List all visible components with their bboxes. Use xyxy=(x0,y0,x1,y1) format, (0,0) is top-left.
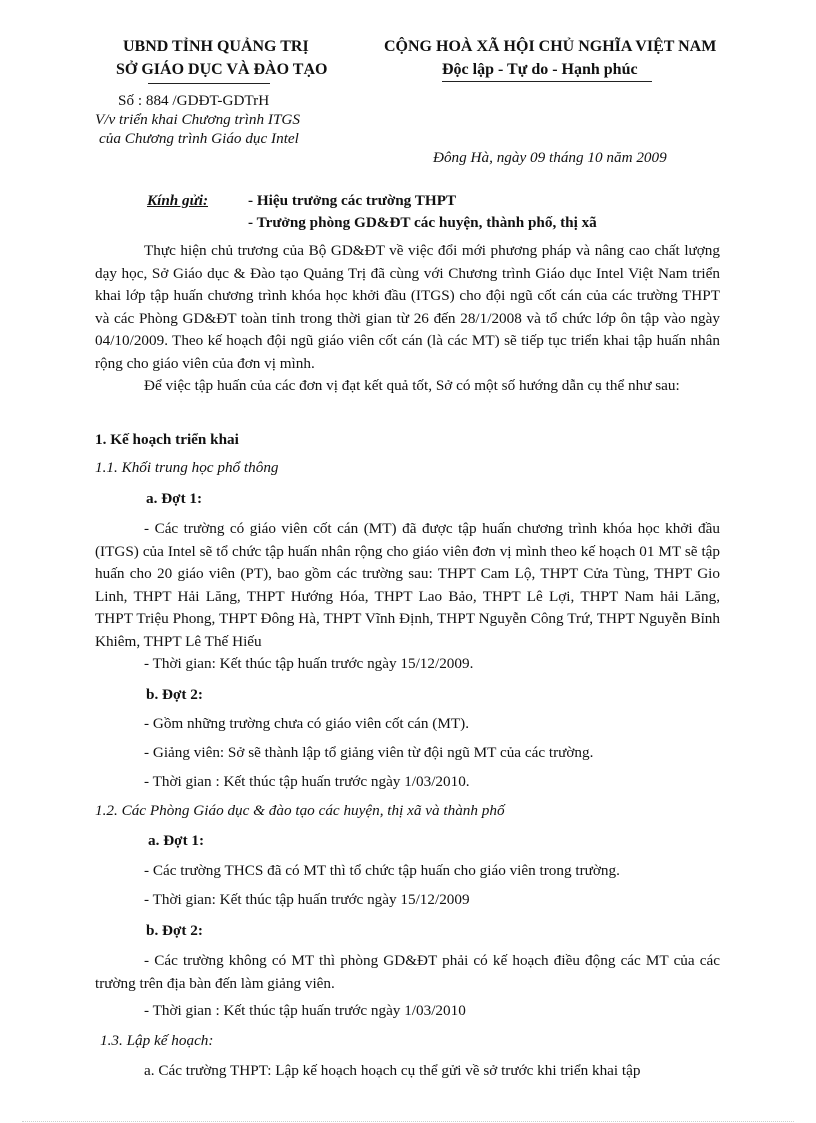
agency-underline xyxy=(148,83,270,84)
document-number: Số : 884 /GDĐT-GDTrH xyxy=(118,92,270,109)
s12-phase-1-time: - Thời gian: Kết thúc tập huấn trước ngày 15/12/2009 xyxy=(144,891,470,908)
s13-item-a: a. Các trường THPT: Lập kế hoạch hoạch cụ thể gửi về sở trước khi triển khai tập xyxy=(144,1062,641,1079)
section-1-title: 1. Kế hoạch triển khai xyxy=(95,431,239,448)
intro-paragraph-2 xyxy=(95,375,720,398)
section-1-1-title: 1.1. Khối trung học phổ thông xyxy=(95,459,279,476)
section-1-2-title: 1.2. Các Phòng Giáo dục & đào tạo các huyện, thị xã và thành phố xyxy=(95,802,505,819)
s12-phase-2-time: - Thời gian : Kết thúc tập huấn trước ngày 1/03/2010 xyxy=(144,1002,466,1019)
s11-phase-2-item-2: - Giảng viên: Sở sẽ thành lập tổ giảng viên từ đội ngũ MT của các trường. xyxy=(144,744,594,761)
s11-phase-2-title: b. Đợt 2: xyxy=(146,686,203,703)
s11-phase-1-text: - Các trường có giáo viên cốt cán (MT) đã được tập huấn chương trình khóa học khởi đầu (ITGS) của Intel sẽ tổ chức tập huấn nhân rộng cho giáo viên đơn vị mình theo kế hoạch 01 MT sẽ tập huấn cho 20 giáo viên (PT), bao gồm các trường sau: THPT Cam Lộ, THPT Cửa Tùng, THPT Gio Linh, THPT Hải Lăng, THPT Hướng Hóa, THPT Lao Bảo, THPT Lê Lợi, THPT Nam hải Lăng, THPT Triệu Phong, THPT Đông Hà, THPT Vĩnh Định, THPT Nguyễn Công Trứ, THPT Nguyễn Bỉnh Khiêm, THPT Lê Thế Hiếu xyxy=(95,520,720,650)
motto-underline xyxy=(442,81,652,82)
intro-paragraph-2-text: Để việc tập huấn của các đơn vị đạt kết quả tốt, Sở có một số hướng dẫn cụ thể như sau: xyxy=(144,377,680,394)
s12-phase-2-paragraph xyxy=(95,950,720,995)
agency-name-department: SỞ GIÁO DỤC VÀ ĐÀO TẠO xyxy=(116,61,328,78)
s12-phase-1-title: a. Đợt 1: xyxy=(148,832,205,849)
s11-phase-2-time: - Thời gian : Kết thúc tập huấn trước ngày 1/03/2010. xyxy=(144,773,470,790)
intro-paragraph-1-text: Thực hiện chủ trương của Bộ GD&ĐT về việc đổi mới phương pháp và nâng cao chất lượng dạy học, Sở Giáo dục & Đào tạo Quảng Trị đã cùng với Chương trình Giáo dục Intel Việt Nam triển khai lớp tập huấn chương trình khóa học khởi đầu (ITGS) cho đội ngũ cốt cán của các trường THPT và các Phòng GD&ĐT toàn tỉnh trong thời gian từ 26 đến 28/1/2008 và tổ chức lớp ôn tập vào ngày 04/10/2009. Theo kế hoạch đội ngũ giáo viên cốt cán (là các MT) sẽ tiếp tục triển khai tập huấn nhân rộng cho giáo viên của đơn vị mình. xyxy=(95,242,720,372)
recipient-2: - Trưởng phòng GD&ĐT các huyện, thành phố, thị xã xyxy=(248,214,597,231)
national-title: CỘNG HOÀ XÃ HỘI CHỦ NGHĨA VIỆT NAM xyxy=(384,38,717,55)
subject-line-2: của Chương trình Giáo dục Intel xyxy=(99,130,299,147)
s11-phase-1-time: - Thời gian: Kết thúc tập huấn trước ngày 15/12/2009. xyxy=(144,655,474,672)
place-and-date: Đông Hà, ngày 09 tháng 10 năm 2009 xyxy=(433,149,667,166)
recipients-label: Kính gửi: xyxy=(147,192,209,209)
s11-phase-1-paragraph xyxy=(95,518,720,654)
s12-phase-2-title: b. Đợt 2: xyxy=(146,922,203,939)
page-bottom-border xyxy=(22,1121,794,1122)
section-1-3-title: 1.3. Lập kế hoạch: xyxy=(100,1032,214,1049)
s11-phase-1-title: a. Đợt 1: xyxy=(146,490,203,507)
s12-phase-1-item-1: - Các trường THCS đã có MT thì tổ chức tập huấn cho giáo viên trong trường. xyxy=(144,862,620,879)
subject-line-1: V/v triển khai Chương trình ITGS xyxy=(95,111,300,128)
agency-name-province: UBND TỈNH QUẢNG TRỊ xyxy=(123,38,309,55)
s11-phase-2-item-1: - Gồm những trường chưa có giáo viên cốt cán (MT). xyxy=(144,715,469,732)
recipient-1: - Hiệu trưởng các trường THPT xyxy=(248,192,457,209)
s12-phase-2-text: - Các trường không có MT thì phòng GD&ĐT phải có kế hoạch điều động các MT của các trường trên địa bàn đến làm giảng viên. xyxy=(95,952,720,992)
national-motto: Độc lập - Tự do - Hạnh phúc xyxy=(442,61,638,78)
intro-paragraph-1 xyxy=(95,240,720,376)
